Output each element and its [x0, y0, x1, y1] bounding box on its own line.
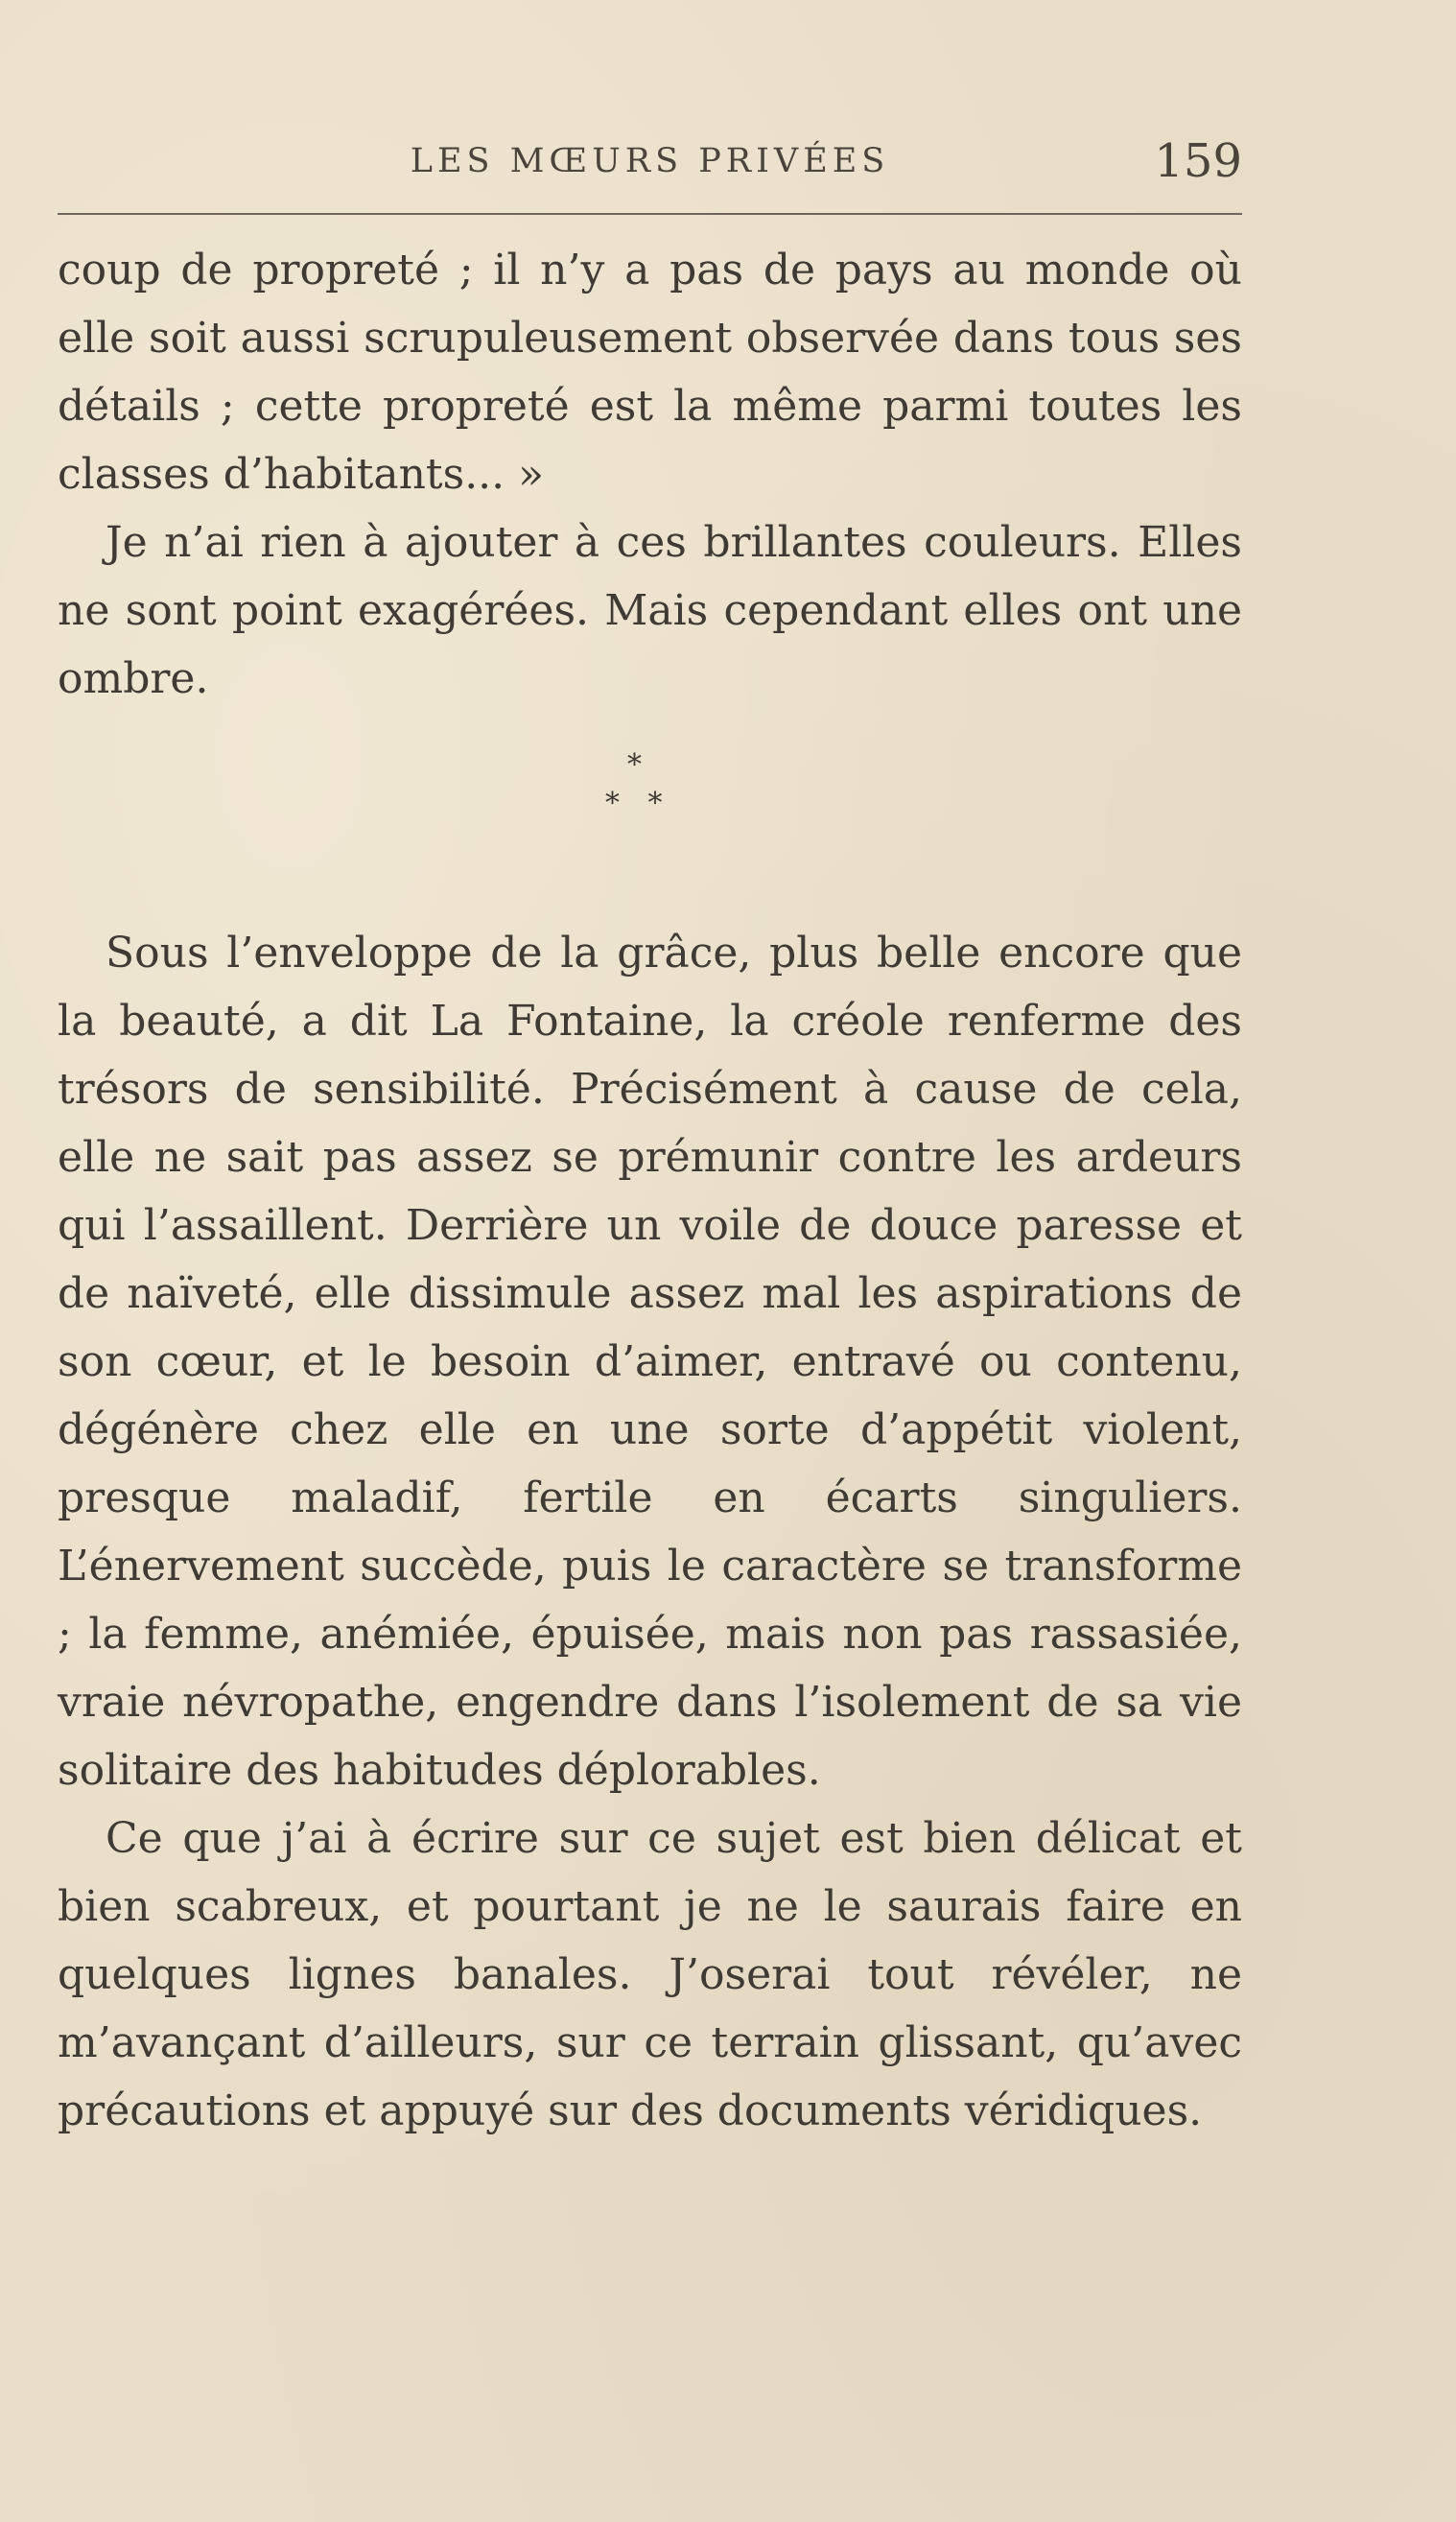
paragraph: Sous l’enveloppe de la grâce, plus belle encore que la beauté, a dit La Fontaine, la créole renferme des trésors de sensibilité. Précisément à cause de cela, elle ne sait pas assez se prémunir contre les ardeurs qui l’assaillent. Derrière un voile de douce paresse et de naïveté, elle dissimule assez mal les aspirations de son cœur, et le besoin d’aimer, entravé ou contenu, dégénère chez elle en une sorte d’appétit violent, presque maladif, fertile en écarts singuliers. L’énervement succède, puis le caractère se transforme ; la femme, anémiée, épuisée, mais non pas rassasiée, vraie névropathe, engendre dans l’isolement de sa vie solitaire des habitudes déplorables.: [58, 929, 1242, 1795]
header-rule: [58, 213, 1242, 215]
paragraph: Ce que j’ai à écrire sur ce sujet est bien délicat et bien scabreux, et pourtant je ne le saurais faire en quelques lignes banales. J’oserai tout révéler, ne m’avançant d’ailleurs, sur ce terrain glissant, qu’avec précautions et appuyé sur des documents véridiques.: [58, 1814, 1242, 2135]
asterism-star-top: *: [627, 748, 642, 782]
paragraph-continuation: coup de propreté ; il n’y a pas de pays au monde où elle soit aussi scrupuleusement observée dans tous ses détails ; cette propreté est la même parmi toutes les classes d’habitants... »: [58, 246, 1242, 499]
page-number: 159: [1154, 134, 1242, 188]
asterism-separator: [58, 713, 1242, 919]
paragraph: Je n’ai rien à ajouter à ces brillantes couleurs. Elles ne sont point exagérées. Mais cependant elles ont une ombre.: [58, 518, 1242, 703]
body-text: [58, 236, 1242, 2145]
running-head: LES MŒURS PRIVÉES: [410, 142, 890, 180]
asterism-star-pair: * *: [605, 787, 672, 820]
page-header: [58, 134, 1242, 192]
